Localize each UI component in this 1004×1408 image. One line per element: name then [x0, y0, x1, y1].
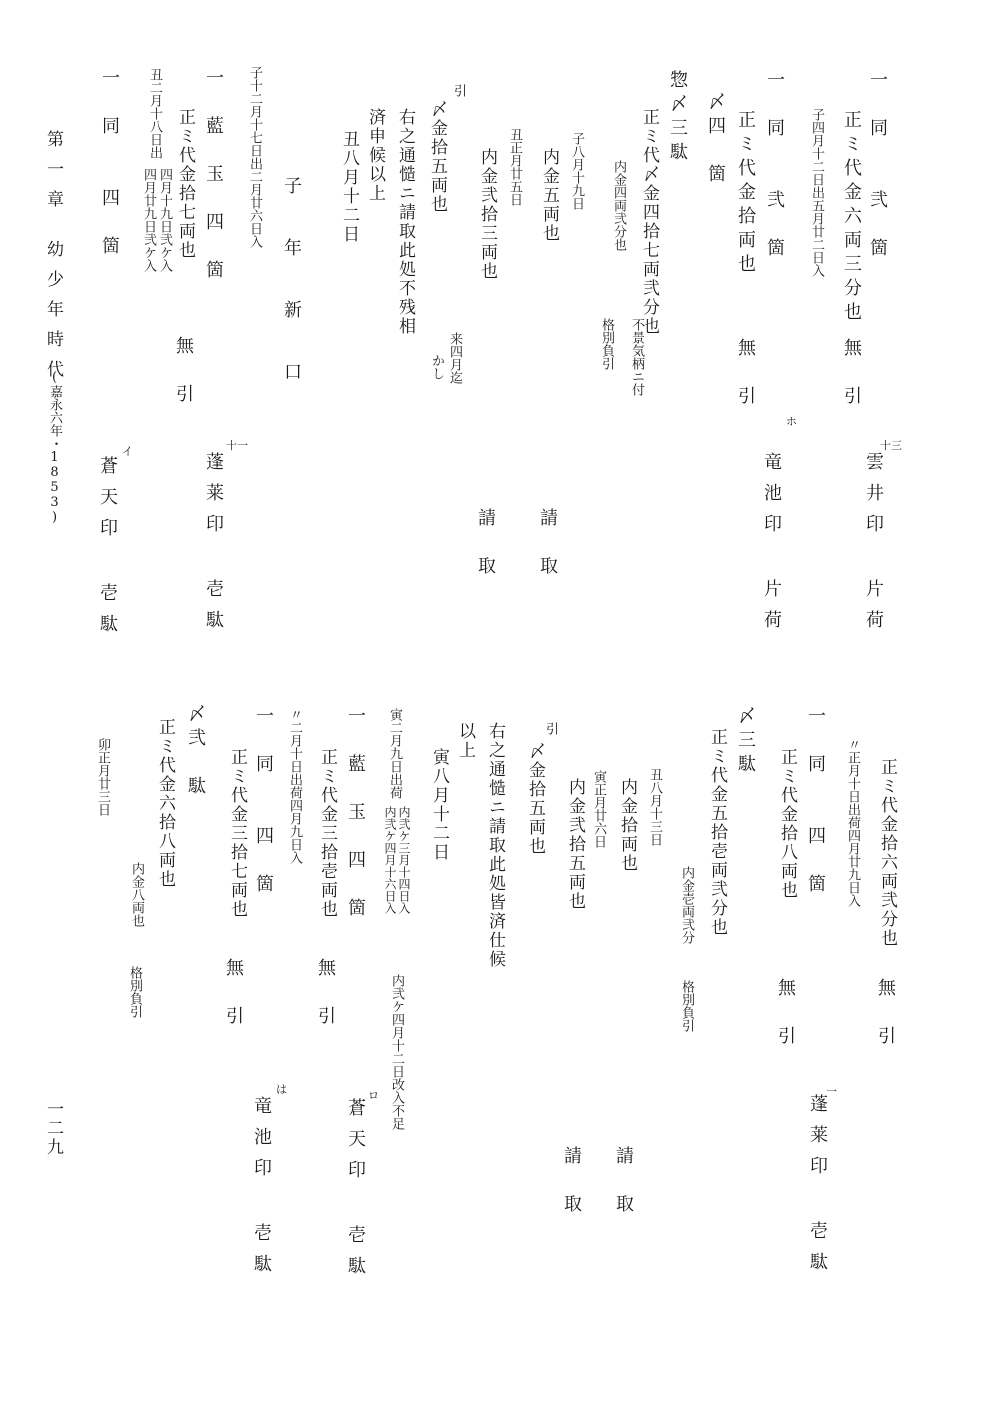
- lower-line-11-note: 請 取: [561, 1146, 582, 1218]
- seal-horai-2: 蓬莱印 壱駄: [807, 1094, 828, 1283]
- upper-line-14: 〆金拾五両也: [427, 100, 447, 214]
- upper-line-6: 〆四 箇: [705, 92, 726, 188]
- seal-unnoi: 雲井印 片荷: [863, 452, 884, 641]
- chapter-era: (嘉永六年・1853): [47, 370, 62, 525]
- lower-line-16-note-2: 内弐ケ四月十六日入: [383, 806, 397, 914]
- seal-number: は: [276, 1083, 287, 1096]
- upper-line-10: 子八月十九日: [569, 132, 584, 210]
- lower-line-24-note: 格別負引: [127, 966, 142, 1018]
- lower-line-24: 内金八両也: [129, 862, 144, 927]
- lower-line-16-note-3: 内弐ケ四月十二日改入不足: [389, 974, 404, 1130]
- lower-line-18: 正ミ代金三拾壱両也: [317, 748, 337, 919]
- lower-line-8: 丑八月十三日: [647, 768, 662, 846]
- upper-line-8: 正ミ代〆金四拾七両弐分也: [639, 108, 659, 336]
- seal-ryuchi-2: 竜池印 壱駄: [251, 1096, 272, 1285]
- lower-line-1: 〃正月十日出荷四月廿九日入: [845, 738, 860, 907]
- lower-line-9: 内金拾両也: [617, 778, 637, 873]
- lower-line-2-note: 無 引: [875, 978, 896, 1050]
- chapter-title: 幼少年時代: [43, 240, 63, 390]
- upper-line-22-note-2: 四月廿九日弐ケ入: [141, 168, 156, 272]
- upper-line-20: 一 藍 玉 四 箇: [203, 68, 224, 284]
- upper-line-5-note: 無 引: [735, 338, 756, 410]
- lower-line-7-note: 格別負引: [679, 980, 694, 1032]
- lower-line-18-note: 無 引: [315, 958, 336, 1030]
- upper-line-16: 済申候以上: [365, 108, 385, 203]
- lower-line-22: 〆弐 駄: [185, 704, 206, 800]
- upper-line-23: 一 同 四 箇: [99, 68, 120, 260]
- lower-line-21: 正ミ代金三拾七両也: [227, 748, 247, 919]
- upper-line-19: 子十二月十七日出二月廿六日入: [247, 66, 262, 248]
- lower-line-16-note-1: 内弐ケ三月十四日入: [397, 806, 411, 914]
- lower-line-12-mark: 引: [543, 722, 558, 735]
- seal-number: ロ: [368, 1089, 379, 1102]
- lower-line-20: 一 同 四 箇: [253, 706, 274, 898]
- upper-line-21: 正ミ代金拾七両也: [175, 108, 195, 260]
- upper-line-22: 丑二月十八日出: [147, 68, 162, 159]
- lower-line-14: 以上: [455, 722, 475, 760]
- lower-line-2: 正ミ代金拾六両弐分也: [877, 758, 897, 948]
- upper-line-9-note-2: 格別負引: [599, 318, 614, 370]
- lower-line-11: 内金弐拾五両也: [565, 778, 585, 911]
- lower-line-4: 正ミ代金拾八両也: [777, 748, 797, 900]
- seal-number: ホ: [786, 415, 797, 428]
- upper-line-17: 丑八月十二日: [339, 130, 359, 244]
- upper-line-3: 子四月十二日出五月廿二日入: [809, 108, 824, 277]
- upper-line-5: 正ミ代金拾両也: [735, 110, 756, 278]
- upper-line-1: 一 同 弐 箇: [867, 70, 888, 262]
- lower-line-16: 寅二月九日出荷: [387, 708, 402, 799]
- upper-line-22-note-1: 四月十九日弐ケ入: [157, 168, 172, 272]
- upper-line-9-note-1: 不景気柄ニ付: [629, 318, 644, 396]
- upper-line-9: 内金四両弐分也: [611, 160, 626, 251]
- chapter-label: 第一章: [43, 130, 63, 220]
- upper-line-21-note: 無 引: [173, 336, 194, 408]
- lower-line-21-note: 無 引: [223, 958, 244, 1030]
- upper-line-14-note-2: かし: [429, 354, 444, 380]
- upper-line-4: 一 同 弐 箇: [764, 70, 785, 262]
- lower-line-5: 〆三駄: [735, 706, 756, 778]
- lower-line-9-note: 請 取: [613, 1146, 634, 1218]
- lower-line-23: 正ミ代金六拾八両也: [155, 718, 175, 889]
- seal-horai: 蓬莱印 壱駄: [203, 452, 224, 641]
- lower-line-13: 右之通慥ニ請取此処皆済仕候: [485, 722, 505, 969]
- page-number: 一二九: [43, 1100, 63, 1157]
- upper-line-7: 惣〆三駄: [667, 70, 688, 166]
- upper-line-18: 子 年 新 口: [281, 176, 302, 393]
- lower-line-6: 正ミ代金五拾壱両弐分也: [707, 728, 727, 937]
- seal-number: 十三: [880, 439, 902, 452]
- upper-line-12: 丑正月廿五日: [507, 128, 522, 206]
- upper-line-2-note: 無 引: [841, 338, 862, 410]
- upper-line-11-note: 請 取: [537, 508, 558, 580]
- lower-line-4-note: 無 引: [775, 978, 796, 1050]
- upper-line-14-mark: 引: [451, 84, 466, 97]
- lower-line-3: 一 同 四 箇: [805, 706, 826, 898]
- upper-line-15: 右之通慥ニ請取此処不残相: [395, 108, 415, 336]
- upper-line-2: 正ミ代金六両三分也: [841, 110, 862, 326]
- upper-line-11: 内金五両也: [539, 148, 559, 243]
- seal-number: 十一: [226, 439, 248, 452]
- lower-line-25: 卯正月廿三日: [95, 738, 110, 816]
- upper-line-13-note: 請 取: [475, 508, 496, 580]
- lower-line-10: 寅正月廿六日: [591, 770, 606, 848]
- seal-soten: 蒼天印 壱駄: [97, 456, 118, 645]
- lower-line-12: 〆金拾五両也: [525, 742, 545, 856]
- lower-line-19: 〃二月十日出荷四月九日入: [287, 708, 302, 864]
- seal-ryuchi: 竜池印 片荷: [761, 452, 782, 641]
- seal-soten-2: 蒼天印 壱駄: [345, 1098, 366, 1287]
- lower-line-17: 一 藍 玉 四 箇: [345, 706, 366, 922]
- seal-number: イ: [122, 445, 133, 458]
- lower-line-7: 内金壱両弐分: [679, 866, 694, 944]
- lower-line-15: 寅八月十二日: [429, 748, 449, 862]
- seal-number: 一: [826, 1085, 837, 1098]
- upper-line-14-note-1: 来四月迄: [447, 332, 462, 384]
- upper-line-13: 内金弐拾三両也: [477, 148, 497, 281]
